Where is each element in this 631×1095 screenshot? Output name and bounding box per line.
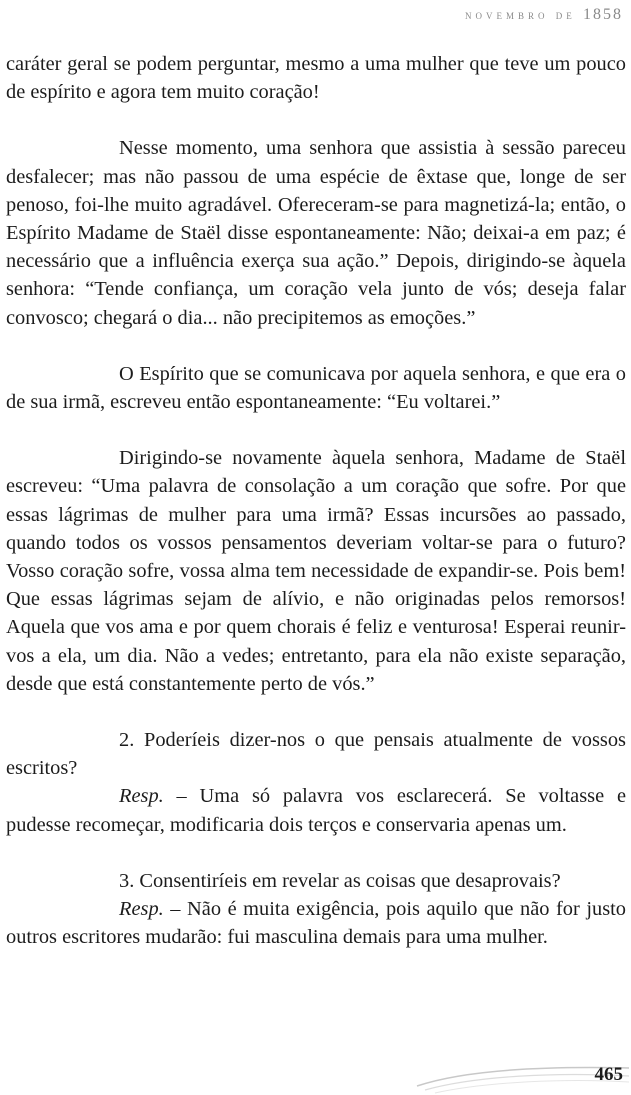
question-3: 3. Consentiríeis em revelar as coisas que desaprovais? [119, 869, 561, 892]
answer-3 [6, 895, 626, 951]
paragraph-3: O Espírito que se comunicava por aquela senhora, e que era o de sua irmã, escreveu então espontaneamente: “Eu voltarei.” [6, 362, 626, 414]
question-2: 2. Poderíeis dizer-nos o que pensais atualmente de vossos escritos? [6, 729, 626, 780]
resp-label: Resp. [119, 898, 164, 921]
page-body [6, 50, 626, 979]
paragraph-2: Nesse momento, uma senhora que assistia à sessão pareceu desfalecer; mas não passou de uma espécie de êxtase que, longe de ser penoso, foi-lhe muito agradável. Ofereceram-se para magnetizá-la; então, o Espírito Madame de Staël disse espontaneamente: Não; deixai-a em paz; é necessário que a influência exerça sua ação.” Depois, dirigindo-se àquela senhora: “Tende confiança, um coração vela junto de vós; deseja falar convosco; chegará o dia... não precipitemos as emoções.” [6, 137, 626, 329]
resp-label: Resp. [119, 785, 164, 808]
running-header [465, 6, 623, 24]
header-month: novembro de [464, 7, 576, 22]
answer-2 [6, 782, 626, 838]
paragraph-1: caráter geral se podem perguntar, mesmo a uma mulher que teve um pouco de espírito e agora tem muito coração! [6, 53, 626, 104]
header-year: 1858 [583, 6, 623, 23]
paragraph-4: Dirigindo-se novamente àquela senhora, Madame de Staël escreveu: “Uma palavra de consolação a um coração que sofre. Por que essas lágrimas de mulher para uma irmã? Essas incursões ao passado, quando todos os vossos pensamentos deveriam voltar-se para o futuro? Vosso coração sofre, vossa alma tem necessidade de expandir-se. Pois bem! Que essas lágrimas sejam de alívio, e não originadas pelos remorsos! Aquela que vos ama e por quem chorais é feliz e venturosa! Esperai reunir-vos a ela, um dia. Não a vedes; entretanto, para ela não existe separação, desde que está constantemente perto de vós.” [6, 447, 626, 695]
answer-2-text: – Uma só palavra vos esclarecerá. Se voltasse e pudesse recomeçar, modificaria dois terços e conservaria apenas um. [6, 785, 626, 836]
page-number: 465 [594, 1064, 623, 1085]
answer-3-text: – Não é muita exigência, pois aquilo que não for justo outros escritores mudarão: fui masculina demais para uma mulher. [6, 898, 626, 949]
